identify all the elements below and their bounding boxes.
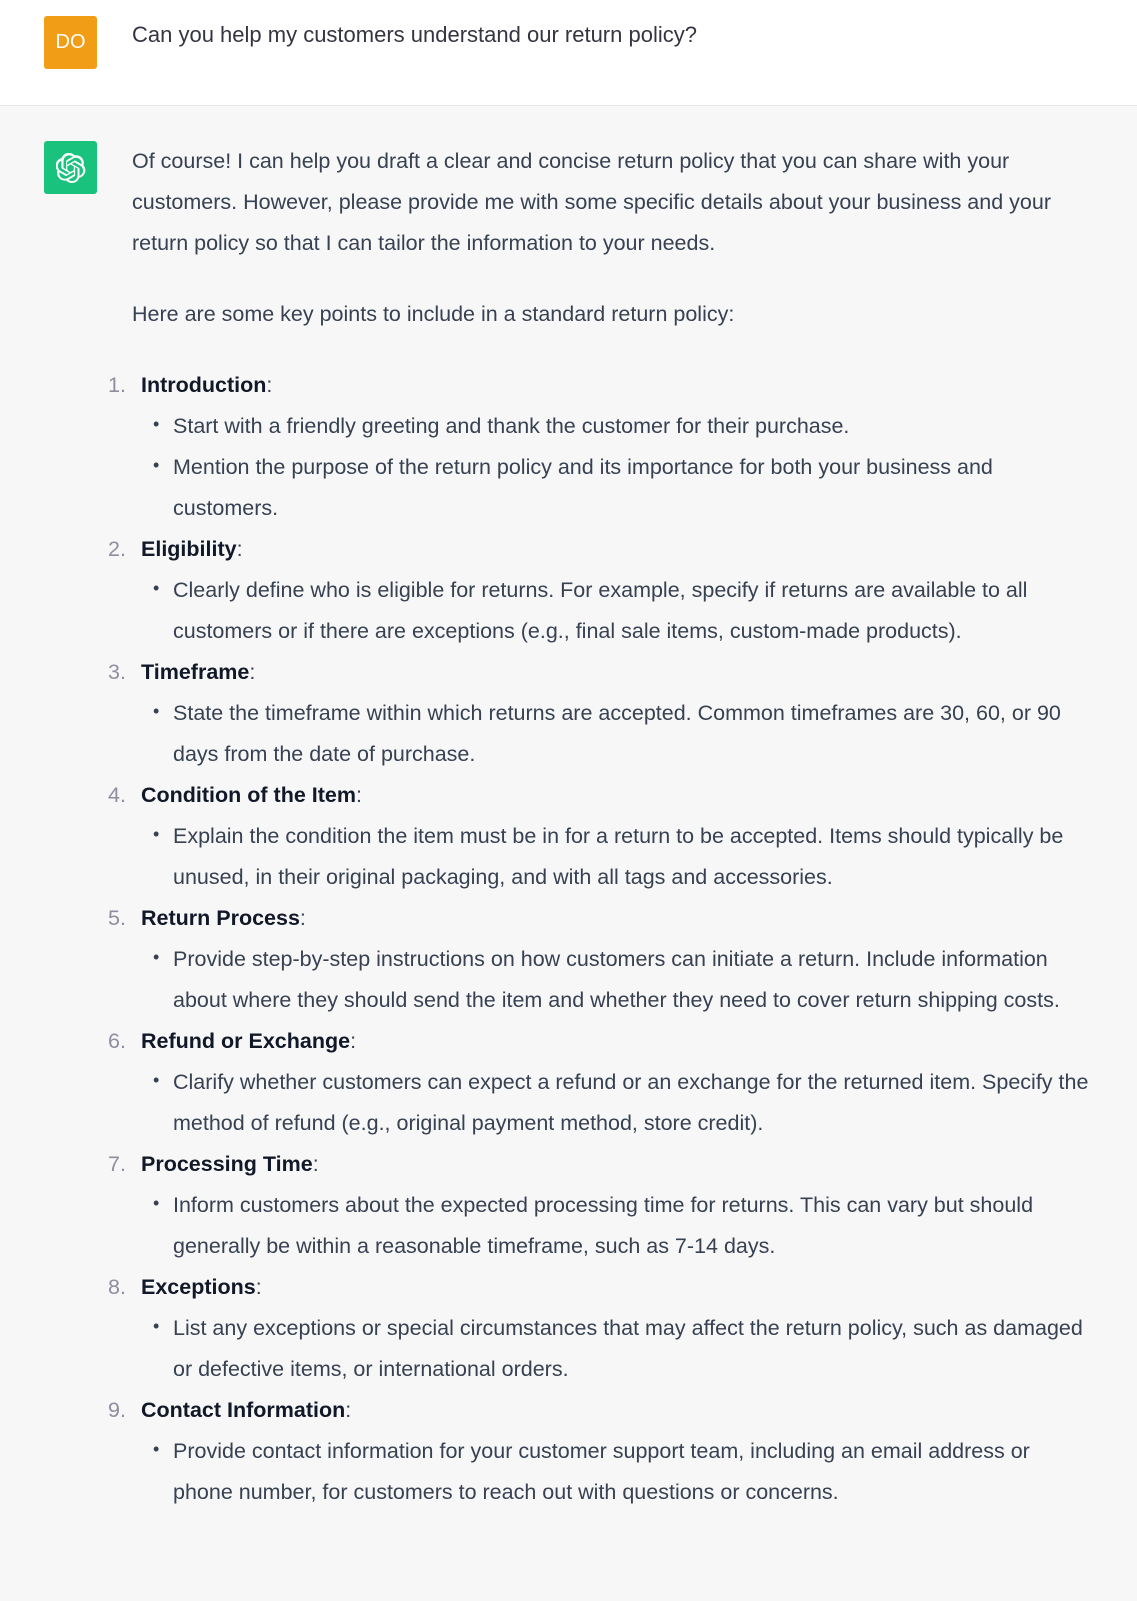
bullet-text: Start with a friendly greeting and thank the customer for their purchase.	[173, 414, 850, 438]
key-point-colon: :	[312, 1152, 319, 1176]
bullet-item	[153, 1062, 1092, 1144]
key-point-title: Exceptions	[141, 1275, 256, 1299]
bullet-dot-icon: •	[153, 1316, 160, 1336]
bullet-text: Inform customers about the expected processing time for returns. This can vary but should generally be within a reasonable timeframe, such as 7-14 days.	[173, 1193, 1034, 1258]
key-point-heading	[141, 1267, 1092, 1308]
bullet-dot-icon: •	[153, 455, 160, 475]
bullet-item	[153, 1308, 1092, 1390]
key-point-title: Processing Time	[141, 1152, 313, 1176]
key-point-heading	[141, 898, 1092, 939]
openai-logo-icon	[56, 153, 86, 183]
bullet-dot-icon: •	[153, 824, 160, 844]
list-number: 8.	[108, 1275, 126, 1299]
bullet-item	[153, 1431, 1092, 1513]
key-point-title: Introduction	[141, 373, 267, 397]
bullet-dot-icon: •	[153, 701, 160, 721]
key-point-heading	[141, 365, 1092, 406]
key-point-item	[108, 1021, 1092, 1144]
list-number: 6.	[108, 1029, 126, 1053]
key-point-bullets	[141, 693, 1092, 775]
key-point-bullets	[141, 1308, 1092, 1390]
key-point-colon: :	[236, 537, 243, 561]
key-point-item	[108, 652, 1092, 775]
key-point-item	[108, 1267, 1092, 1390]
key-point-colon: :	[299, 906, 306, 930]
bullet-item	[153, 447, 1092, 529]
key-point-title: Eligibility	[141, 537, 237, 561]
key-point-item	[108, 898, 1092, 1021]
key-point-bullets	[141, 1431, 1092, 1513]
bullet-text: Explain the condition the item must be in for a return to be accepted. Items should typically be unused, in their original packaging, and with all tags and accessories.	[173, 824, 1064, 889]
bullet-item	[153, 1185, 1092, 1267]
bullet-text: Provide step-by-step instructions on how customers can initiate a return. Include information about where they should send the item and whether they need to cover return shipping costs.	[173, 947, 1060, 1012]
key-point-bullets	[141, 816, 1092, 898]
list-number: 1.	[108, 373, 126, 397]
key-point-colon: :	[255, 1275, 262, 1299]
key-point-heading	[141, 529, 1092, 570]
key-point-heading	[141, 1021, 1092, 1062]
key-point-bullets	[141, 1062, 1092, 1144]
bullet-item	[153, 816, 1092, 898]
bullet-item	[153, 939, 1092, 1021]
bullet-text: Provide contact information for your customer support team, including an email address or phone number, for customers to reach out with questions or concerns.	[173, 1439, 1030, 1504]
key-point-bullets	[141, 570, 1092, 652]
key-point-heading	[141, 652, 1092, 693]
key-point-title: Return Process	[141, 906, 300, 930]
user-avatar	[44, 16, 97, 69]
key-point-bullets	[141, 939, 1092, 1021]
bullet-text: List any exceptions or special circumstances that may affect the return policy, such as damaged or defective items, or international orders.	[173, 1316, 1083, 1381]
key-point-heading	[141, 775, 1092, 816]
key-point-colon: :	[350, 1029, 357, 1053]
bullet-dot-icon: •	[153, 1439, 160, 1459]
key-points-list	[108, 365, 1092, 1513]
key-point-colon: :	[266, 373, 273, 397]
user-avatar-initials: DO	[55, 31, 86, 53]
key-point-item	[108, 529, 1092, 652]
key-point-title: Timeframe	[141, 660, 250, 684]
key-point-bullets	[141, 1185, 1092, 1267]
bullet-item	[153, 406, 1092, 447]
key-point-colon: :	[249, 660, 256, 684]
bullet-text: Clearly define who is eligible for returns. For example, specify if returns are available to all customers or if there are exceptions (e.g., final sale items, custom-made products).	[173, 578, 1028, 643]
key-point-title: Condition of the Item	[141, 783, 356, 807]
bullet-item	[153, 570, 1092, 652]
user-message-row	[0, 0, 1137, 106]
list-number: 9.	[108, 1398, 126, 1422]
list-number: 4.	[108, 783, 126, 807]
bullet-dot-icon: •	[153, 578, 160, 598]
bullet-text: Mention the purpose of the return policy and its importance for both your business and customers.	[173, 455, 993, 520]
bullet-text: State the timeframe within which returns are accepted. Common timeframes are 30, 60, or 90 days from the date of purchase.	[173, 701, 1061, 766]
user-message-text: Can you help my customers understand our return policy?	[132, 22, 697, 47]
bullet-dot-icon: •	[153, 947, 160, 967]
assistant-avatar	[44, 141, 97, 194]
bullet-dot-icon: •	[153, 414, 160, 434]
bullet-text: Clarify whether customers can expect a refund or an exchange for the returned item. Specify the method of refund (e.g., original payment method, store credit).	[173, 1070, 1089, 1135]
bullet-item	[153, 693, 1092, 775]
assistant-message	[108, 141, 1092, 1513]
key-point-title: Refund or Exchange	[141, 1029, 351, 1053]
key-point-item	[108, 775, 1092, 898]
list-number: 2.	[108, 537, 126, 561]
key-point-heading	[141, 1144, 1092, 1185]
bullet-dot-icon: •	[153, 1193, 160, 1213]
assistant-intro-paragraph: Of course! I can help you draft a clear and concise return policy that you can share with your customers. However, please provide me with some specific details about your business and your return policy so that I can tailor the information to your needs.	[132, 149, 1051, 255]
list-number: 3.	[108, 660, 126, 684]
key-point-title: Contact Information	[141, 1398, 346, 1422]
assistant-lead-paragraph: Here are some key points to include in a standard return policy:	[132, 302, 735, 326]
key-point-colon: :	[345, 1398, 352, 1422]
bullet-dot-icon: •	[153, 1070, 160, 1090]
key-point-item	[108, 1144, 1092, 1267]
list-number: 7.	[108, 1152, 126, 1176]
key-point-item	[108, 1390, 1092, 1513]
key-point-item	[108, 365, 1092, 529]
key-point-heading	[141, 1390, 1092, 1431]
key-point-bullets	[141, 406, 1092, 529]
list-number: 5.	[108, 906, 126, 930]
key-point-colon: :	[355, 783, 362, 807]
